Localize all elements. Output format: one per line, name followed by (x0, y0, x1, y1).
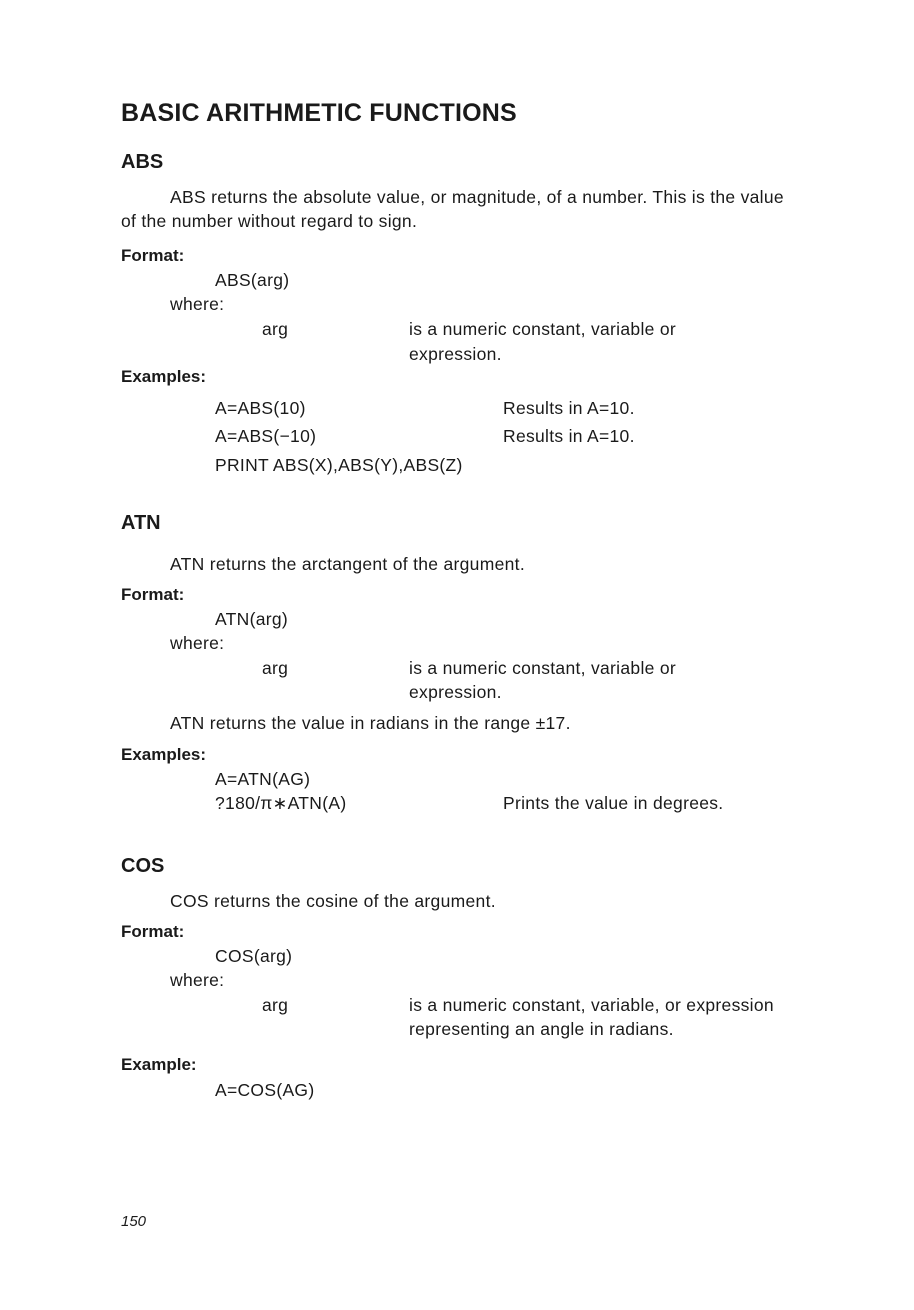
atn-description: ATN returns the arctangent of the argument. (170, 554, 525, 574)
abs-description-line-2: of the number without regard to sign. (121, 211, 418, 231)
abs-arg: arg (262, 319, 289, 339)
abs-example-code: A=ABS(10) (215, 398, 306, 418)
abs-arg-description-line-1: is a numeric constant, variable or (409, 319, 676, 339)
cos-example-code: A=COS(AG) (215, 1080, 315, 1100)
atn-format-label: Format: (121, 585, 185, 604)
abs-heading: ABS (121, 151, 164, 173)
cos-format-label: Format: (121, 922, 185, 941)
atn-example-note: Prints the value in degrees. (503, 793, 724, 813)
abs-arg-description-line-2: expression. (409, 344, 502, 364)
cos-arg-description-line-1: is a numeric constant, variable, or expression (409, 995, 774, 1015)
atn-heading: ATN (121, 512, 161, 534)
cos-arg: arg (262, 995, 289, 1015)
atn-arg-description-line-2: expression. (409, 682, 502, 702)
atn-arg-description-line-1: is a numeric constant, variable or (409, 658, 676, 678)
cos-example-label: Example: (121, 1055, 197, 1074)
atn-where: where: (170, 633, 225, 653)
abs-format-label: Format: (121, 246, 185, 265)
abs-example-code: PRINT ABS(X),ABS(Y),ABS(Z) (215, 455, 463, 475)
atn-examples-label: Examples: (121, 745, 207, 764)
cos-arg-description-line-2: representing an angle in radians. (409, 1019, 674, 1039)
cos-format: COS(arg) (215, 946, 293, 966)
abs-example-note: Results in A=10. (503, 398, 635, 418)
abs-example-note: Results in A=10. (503, 426, 635, 446)
abs-where: where: (170, 294, 225, 314)
cos-heading: COS (121, 855, 165, 877)
page-number: 150 (121, 1213, 147, 1230)
atn-example-code: A=ATN(AG) (215, 769, 311, 789)
abs-example-code: A=ABS(−10) (215, 426, 317, 446)
atn-range-note: ATN returns the value in radians in the range ±17. (170, 713, 571, 733)
atn-arg: arg (262, 658, 289, 678)
atn-format: ATN(arg) (215, 609, 289, 629)
abs-description-line-1: ABS returns the absolute value, or magnitude, of a number. This is the value (170, 187, 784, 207)
abs-format: ABS(arg) (215, 270, 290, 290)
cos-where: where: (170, 970, 225, 990)
page-title: BASIC ARITHMETIC FUNCTIONS (121, 99, 517, 127)
atn-example-code: ?180/π∗ATN(A) (215, 793, 347, 813)
cos-description: COS returns the cosine of the argument. (170, 891, 496, 911)
abs-examples-label: Examples: (121, 367, 207, 386)
